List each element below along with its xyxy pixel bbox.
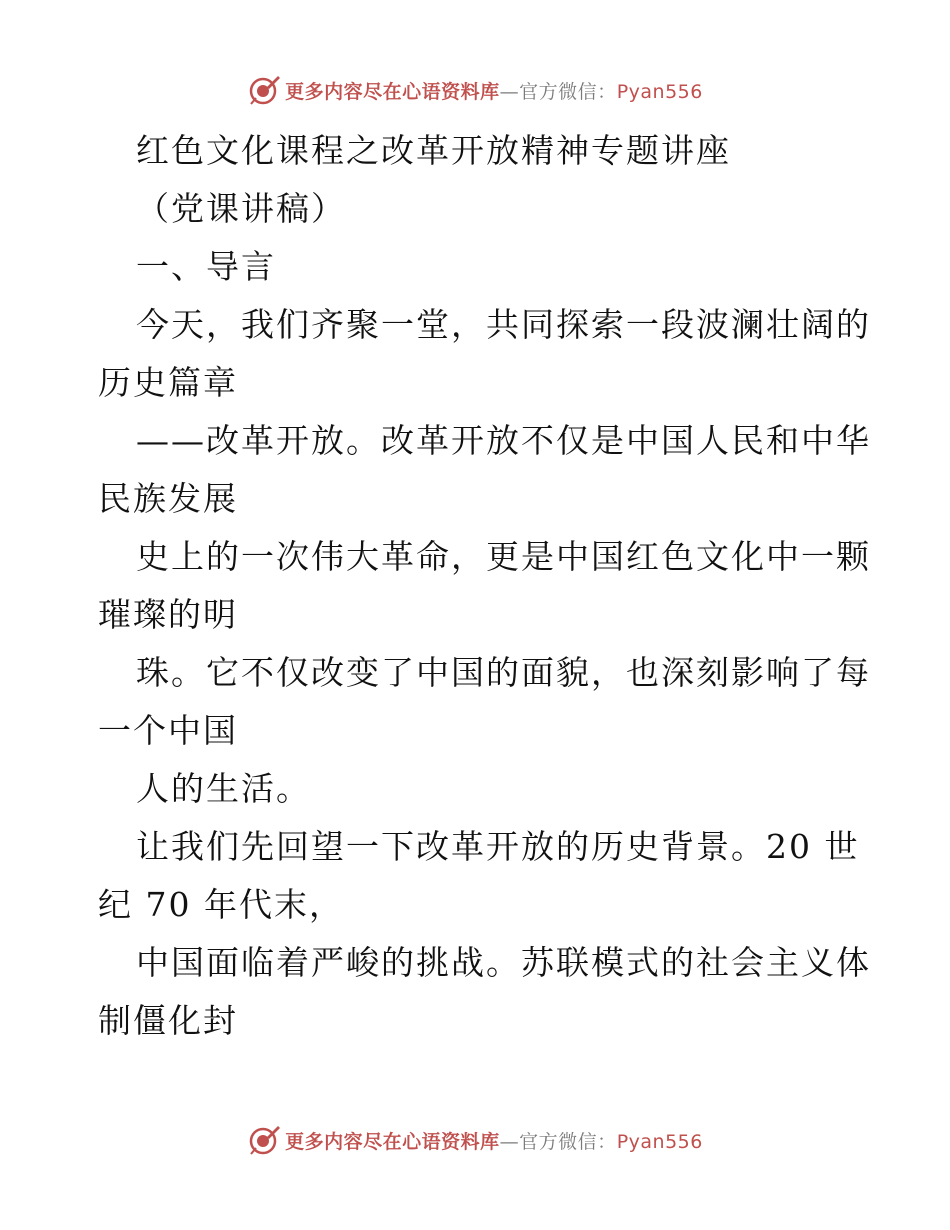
text-line: 史上的一次伟大革命，更是中国红色文化中一颗 (136, 537, 871, 576)
header-watermark (0, 70, 950, 110)
text-line: 一、导言 (136, 247, 276, 286)
document-body (98, 122, 871, 1050)
watermark-part3: Pyan556 (616, 80, 703, 103)
text-line: 历史篇章 (98, 363, 238, 402)
text-line: 让我们先回望一下改革开放的历史背景。20 世 (136, 827, 860, 866)
text-line: 今天，我们齐聚一堂，共同探索一段波澜壮阔的 (136, 305, 871, 344)
text-line: 人的生活。 (136, 769, 311, 808)
text-line: 璀璨的明 (98, 595, 238, 634)
pen-logo-icon (247, 73, 281, 107)
footer-watermark (0, 1120, 950, 1160)
watermark-part3: Pyan556 (616, 1130, 703, 1153)
text-line: 制僵化封 (98, 1001, 238, 1040)
text-line: 珠。它不仅改变了中国的面貌，也深刻影响了每 (136, 653, 871, 692)
text-line: 纪 70 年代末， (98, 885, 344, 924)
text-line: 民族发展 (98, 479, 238, 518)
pen-logo-icon (247, 1123, 281, 1157)
watermark-part2: —官方微信： (499, 1130, 617, 1153)
watermark-part1: 更多内容尽在心语资料库 (285, 1130, 500, 1153)
text-line: 红色文化课程之改革开放精神专题讲座 (136, 131, 731, 170)
watermark-part1: 更多内容尽在心语资料库 (285, 80, 500, 103)
text-line: 一个中国 (98, 711, 238, 750)
watermark-text (285, 1127, 703, 1154)
text-line: ——改革开放。改革开放不仅是中国人民和中华 (136, 421, 871, 460)
watermark-text (285, 77, 703, 104)
text-line: （党课讲稿） (136, 189, 346, 228)
text-line: 中国面临着严峻的挑战。苏联模式的社会主义体 (136, 943, 871, 982)
watermark-part2: —官方微信： (499, 80, 617, 103)
